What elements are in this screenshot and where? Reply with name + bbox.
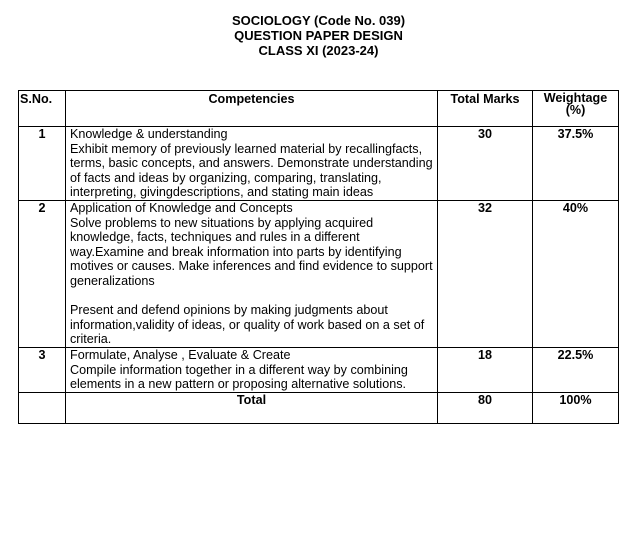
total-marks-value: 80	[438, 392, 533, 423]
competency-title: Application of Knowledge and Concepts	[70, 200, 293, 215]
row-weightage: 40%	[533, 200, 619, 347]
document-heading	[0, 13, 637, 58]
table-row	[19, 347, 619, 392]
total-row-sno-empty	[19, 392, 66, 423]
row-weightage: 22.5%	[533, 347, 619, 392]
question-paper-design-table	[18, 90, 619, 424]
row-total-marks: 32	[438, 200, 533, 347]
subject-title: SOCIOLOGY (Code No. 039)	[231, 13, 406, 28]
total-weightage-value: 100%	[533, 392, 619, 423]
competency-title: Knowledge & understanding	[70, 127, 228, 141]
row-sno: 3	[19, 347, 66, 392]
table-row	[19, 127, 619, 201]
row-competency	[66, 127, 438, 201]
row-total-marks: 18	[438, 347, 533, 392]
column-header-sno: S.No.	[19, 91, 66, 127]
column-header-competencies: Competencies	[66, 91, 438, 127]
competency-description: Exhibit memory of previously learned material by recallingfacts, terms, basic concepts, and answers. Demonstrate understanding of facts and ideas by organizing, comparing, translating, interpreting, givingdescriptions, and stating main ideas	[70, 141, 433, 200]
row-weightage: 37.5%	[533, 127, 619, 201]
competency-description-extra: Present and defend opinions by making judgments about information,validity of ideas, or quality of work based on a set of criteria.	[70, 303, 425, 347]
competency-description: Compile information together in a different way by combining elements in a new pattern or proposing alternative solutions.	[70, 362, 408, 392]
weightage-unit: (%)	[565, 103, 586, 117]
class-title: CLASS XI (2023-24)	[258, 43, 379, 58]
row-competency	[66, 200, 438, 347]
column-header-weightage	[533, 91, 619, 127]
row-sno: 1	[19, 127, 66, 201]
table-total-row	[19, 392, 619, 423]
row-sno: 2	[19, 200, 66, 347]
row-competency	[66, 347, 438, 392]
document-title: QUESTION PAPER DESIGN	[234, 28, 403, 43]
table-row	[19, 200, 619, 347]
table-header-row	[19, 91, 619, 127]
competency-description: Solve problems to new situations by applying acquired knowledge, facts, techniques and rules in a different way.Examine and break information into parts by identifying motives or causes. Make inferences and find evidence to support generalizations	[70, 215, 433, 288]
column-header-total-marks: Total Marks	[438, 91, 533, 127]
total-label: Total	[66, 392, 438, 423]
competency-title: Formulate, Analyse , Evaluate & Create	[70, 347, 291, 362]
weightage-label: Weightage	[543, 91, 608, 105]
row-total-marks: 30	[438, 127, 533, 201]
